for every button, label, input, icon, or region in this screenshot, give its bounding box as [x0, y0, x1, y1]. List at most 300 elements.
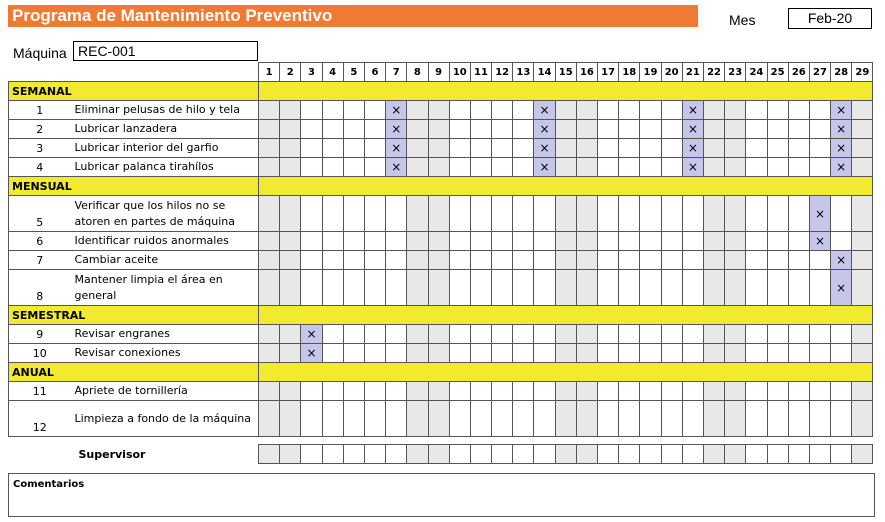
day-cell[interactable]	[576, 251, 597, 270]
day-cell[interactable]	[322, 344, 343, 363]
day-cell[interactable]	[259, 232, 280, 251]
day-cell[interactable]	[725, 344, 746, 363]
day-cell[interactable]	[428, 139, 449, 158]
scheduled-mark[interactable]: ×	[831, 158, 852, 177]
day-cell[interactable]	[767, 251, 788, 270]
day-cell[interactable]	[619, 325, 640, 344]
day-cell[interactable]	[661, 251, 682, 270]
day-cell[interactable]	[343, 120, 364, 139]
day-cell[interactable]	[767, 270, 788, 306]
day-cell[interactable]	[364, 158, 385, 177]
day-cell[interactable]	[322, 139, 343, 158]
day-cell[interactable]	[767, 344, 788, 363]
supervisor-signature-cell[interactable]	[280, 445, 301, 464]
day-cell[interactable]	[640, 382, 661, 401]
day-cell[interactable]	[661, 344, 682, 363]
day-cell[interactable]	[470, 232, 491, 251]
day-cell[interactable]	[386, 344, 407, 363]
day-cell[interactable]	[407, 139, 428, 158]
day-cell[interactable]	[364, 401, 385, 437]
day-cell[interactable]	[470, 401, 491, 437]
day-cell[interactable]	[428, 158, 449, 177]
day-cell[interactable]	[640, 101, 661, 120]
day-cell[interactable]	[492, 232, 513, 251]
day-cell[interactable]	[301, 120, 322, 139]
day-cell[interactable]	[322, 232, 343, 251]
day-cell[interactable]	[598, 270, 619, 306]
day-cell[interactable]	[598, 101, 619, 120]
supervisor-signature-cell[interactable]	[576, 445, 597, 464]
day-cell[interactable]	[534, 270, 555, 306]
day-cell[interactable]	[725, 101, 746, 120]
day-cell[interactable]	[703, 382, 724, 401]
day-cell[interactable]	[640, 232, 661, 251]
day-cell[interactable]	[809, 139, 830, 158]
day-cell[interactable]	[809, 325, 830, 344]
day-cell[interactable]	[809, 158, 830, 177]
day-cell[interactable]	[301, 232, 322, 251]
day-cell[interactable]	[407, 344, 428, 363]
day-cell[interactable]	[364, 382, 385, 401]
day-cell[interactable]	[852, 270, 873, 306]
day-cell[interactable]	[280, 120, 301, 139]
supervisor-signature-cell[interactable]	[788, 445, 809, 464]
day-cell[interactable]	[513, 101, 534, 120]
day-cell[interactable]	[619, 382, 640, 401]
day-cell[interactable]	[809, 344, 830, 363]
day-cell[interactable]	[703, 344, 724, 363]
day-cell[interactable]	[449, 251, 470, 270]
day-cell[interactable]	[852, 344, 873, 363]
day-cell[interactable]	[343, 232, 364, 251]
day-cell[interactable]	[703, 401, 724, 437]
day-cell[interactable]	[598, 251, 619, 270]
day-cell[interactable]	[640, 196, 661, 232]
day-cell[interactable]	[661, 120, 682, 139]
day-cell[interactable]	[640, 325, 661, 344]
day-cell[interactable]	[470, 101, 491, 120]
day-cell[interactable]	[301, 139, 322, 158]
day-cell[interactable]	[259, 251, 280, 270]
day-cell[interactable]	[682, 196, 703, 232]
day-cell[interactable]	[852, 139, 873, 158]
day-cell[interactable]	[343, 270, 364, 306]
supervisor-signature-cell[interactable]	[407, 445, 428, 464]
day-cell[interactable]	[407, 101, 428, 120]
day-cell[interactable]	[322, 270, 343, 306]
day-cell[interactable]	[280, 158, 301, 177]
day-cell[interactable]	[407, 270, 428, 306]
day-cell[interactable]	[280, 344, 301, 363]
day-cell[interactable]	[576, 382, 597, 401]
day-cell[interactable]	[492, 120, 513, 139]
day-cell[interactable]	[555, 139, 576, 158]
supervisor-signature-cell[interactable]	[619, 445, 640, 464]
day-cell[interactable]	[703, 232, 724, 251]
supervisor-signature-cell[interactable]	[449, 445, 470, 464]
supervisor-signature-cell[interactable]	[343, 445, 364, 464]
day-cell[interactable]	[788, 232, 809, 251]
day-cell[interactable]	[640, 270, 661, 306]
day-cell[interactable]	[259, 325, 280, 344]
day-cell[interactable]	[555, 401, 576, 437]
day-cell[interactable]	[640, 401, 661, 437]
day-cell[interactable]	[343, 196, 364, 232]
day-cell[interactable]	[661, 270, 682, 306]
day-cell[interactable]	[703, 196, 724, 232]
day-cell[interactable]	[576, 120, 597, 139]
day-cell[interactable]	[703, 251, 724, 270]
day-cell[interactable]	[598, 382, 619, 401]
day-cell[interactable]	[725, 401, 746, 437]
day-cell[interactable]	[598, 196, 619, 232]
day-cell[interactable]	[343, 344, 364, 363]
day-cell[interactable]	[725, 139, 746, 158]
day-cell[interactable]	[576, 158, 597, 177]
day-cell[interactable]	[492, 139, 513, 158]
day-cell[interactable]	[470, 196, 491, 232]
day-cell[interactable]	[301, 158, 322, 177]
day-cell[interactable]	[725, 232, 746, 251]
day-cell[interactable]	[831, 382, 852, 401]
day-cell[interactable]	[555, 158, 576, 177]
machine-field[interactable]: REC-001	[73, 41, 258, 61]
scheduled-mark[interactable]: ×	[809, 232, 830, 251]
day-cell[interactable]	[619, 344, 640, 363]
supervisor-signature-cell[interactable]	[470, 445, 491, 464]
scheduled-mark[interactable]: ×	[534, 101, 555, 120]
day-cell[interactable]	[428, 196, 449, 232]
day-cell[interactable]	[703, 120, 724, 139]
day-cell[interactable]	[809, 251, 830, 270]
day-cell[interactable]	[322, 382, 343, 401]
day-cell[interactable]	[301, 382, 322, 401]
day-cell[interactable]	[449, 344, 470, 363]
day-cell[interactable]	[364, 232, 385, 251]
scheduled-mark[interactable]: ×	[831, 270, 852, 306]
scheduled-mark[interactable]: ×	[682, 101, 703, 120]
day-cell[interactable]	[513, 344, 534, 363]
day-cell[interactable]	[788, 120, 809, 139]
day-cell[interactable]	[386, 382, 407, 401]
day-cell[interactable]	[470, 120, 491, 139]
supervisor-signature-cell[interactable]	[831, 445, 852, 464]
day-cell[interactable]	[386, 401, 407, 437]
scheduled-mark[interactable]: ×	[682, 139, 703, 158]
day-cell[interactable]	[449, 101, 470, 120]
day-cell[interactable]	[428, 251, 449, 270]
day-cell[interactable]	[407, 232, 428, 251]
day-cell[interactable]	[428, 120, 449, 139]
scheduled-mark[interactable]: ×	[534, 120, 555, 139]
day-cell[interactable]	[301, 251, 322, 270]
day-cell[interactable]	[280, 232, 301, 251]
day-cell[interactable]	[661, 158, 682, 177]
day-cell[interactable]	[725, 325, 746, 344]
day-cell[interactable]	[661, 401, 682, 437]
day-cell[interactable]	[492, 196, 513, 232]
day-cell[interactable]	[343, 251, 364, 270]
day-cell[interactable]	[852, 120, 873, 139]
day-cell[interactable]	[746, 120, 767, 139]
day-cell[interactable]	[767, 232, 788, 251]
day-cell[interactable]	[428, 325, 449, 344]
supervisor-signature-cell[interactable]	[534, 445, 555, 464]
day-cell[interactable]	[301, 101, 322, 120]
day-cell[interactable]	[788, 158, 809, 177]
scheduled-mark[interactable]: ×	[386, 139, 407, 158]
day-cell[interactable]	[555, 251, 576, 270]
day-cell[interactable]	[555, 325, 576, 344]
day-cell[interactable]	[809, 120, 830, 139]
supervisor-signature-cell[interactable]	[259, 445, 280, 464]
day-cell[interactable]	[788, 270, 809, 306]
supervisor-signature-cell[interactable]	[661, 445, 682, 464]
scheduled-mark[interactable]: ×	[831, 139, 852, 158]
day-cell[interactable]	[407, 158, 428, 177]
day-cell[interactable]	[259, 196, 280, 232]
day-cell[interactable]	[470, 139, 491, 158]
day-cell[interactable]	[682, 251, 703, 270]
day-cell[interactable]	[703, 325, 724, 344]
day-cell[interactable]	[492, 251, 513, 270]
day-cell[interactable]	[619, 120, 640, 139]
day-cell[interactable]	[343, 101, 364, 120]
day-cell[interactable]	[788, 382, 809, 401]
day-cell[interactable]	[301, 401, 322, 437]
day-cell[interactable]	[619, 101, 640, 120]
day-cell[interactable]	[725, 382, 746, 401]
day-cell[interactable]	[619, 139, 640, 158]
day-cell[interactable]	[259, 344, 280, 363]
day-cell[interactable]	[788, 139, 809, 158]
day-cell[interactable]	[767, 196, 788, 232]
day-cell[interactable]	[661, 325, 682, 344]
day-cell[interactable]	[513, 120, 534, 139]
day-cell[interactable]	[555, 120, 576, 139]
day-cell[interactable]	[470, 344, 491, 363]
day-cell[interactable]	[364, 196, 385, 232]
day-cell[interactable]	[703, 101, 724, 120]
day-cell[interactable]	[280, 382, 301, 401]
day-cell[interactable]	[725, 196, 746, 232]
day-cell[interactable]	[809, 401, 830, 437]
day-cell[interactable]	[322, 401, 343, 437]
day-cell[interactable]	[407, 325, 428, 344]
scheduled-mark[interactable]: ×	[682, 158, 703, 177]
day-cell[interactable]	[725, 120, 746, 139]
day-cell[interactable]	[831, 344, 852, 363]
day-cell[interactable]	[576, 232, 597, 251]
day-cell[interactable]	[470, 270, 491, 306]
day-cell[interactable]	[619, 196, 640, 232]
day-cell[interactable]	[703, 270, 724, 306]
day-cell[interactable]	[280, 101, 301, 120]
day-cell[interactable]	[576, 101, 597, 120]
supervisor-signature-cell[interactable]	[746, 445, 767, 464]
day-cell[interactable]	[598, 158, 619, 177]
scheduled-mark[interactable]: ×	[831, 101, 852, 120]
day-cell[interactable]	[322, 120, 343, 139]
day-cell[interactable]	[555, 232, 576, 251]
day-cell[interactable]	[364, 120, 385, 139]
day-cell[interactable]	[449, 196, 470, 232]
day-cell[interactable]	[576, 139, 597, 158]
day-cell[interactable]	[280, 196, 301, 232]
supervisor-signature-cell[interactable]	[852, 445, 873, 464]
day-cell[interactable]	[746, 270, 767, 306]
day-cell[interactable]	[852, 401, 873, 437]
day-cell[interactable]	[831, 325, 852, 344]
day-cell[interactable]	[513, 251, 534, 270]
day-cell[interactable]	[280, 251, 301, 270]
day-cell[interactable]	[746, 401, 767, 437]
day-cell[interactable]	[343, 158, 364, 177]
day-cell[interactable]	[746, 325, 767, 344]
day-cell[interactable]	[322, 196, 343, 232]
day-cell[interactable]	[492, 382, 513, 401]
day-cell[interactable]	[725, 251, 746, 270]
day-cell[interactable]	[746, 101, 767, 120]
day-cell[interactable]	[407, 382, 428, 401]
day-cell[interactable]	[640, 120, 661, 139]
day-cell[interactable]	[598, 344, 619, 363]
day-cell[interactable]	[449, 270, 470, 306]
day-cell[interactable]	[852, 101, 873, 120]
day-cell[interactable]	[788, 325, 809, 344]
day-cell[interactable]	[492, 325, 513, 344]
day-cell[interactable]	[343, 401, 364, 437]
day-cell[interactable]	[555, 344, 576, 363]
day-cell[interactable]	[449, 325, 470, 344]
day-cell[interactable]	[725, 158, 746, 177]
supervisor-signature-cell[interactable]	[555, 445, 576, 464]
day-cell[interactable]	[682, 344, 703, 363]
day-cell[interactable]	[280, 270, 301, 306]
day-cell[interactable]	[598, 232, 619, 251]
day-cell[interactable]	[492, 270, 513, 306]
day-cell[interactable]	[852, 158, 873, 177]
day-cell[interactable]	[428, 344, 449, 363]
day-cell[interactable]	[364, 101, 385, 120]
day-cell[interactable]	[386, 232, 407, 251]
day-cell[interactable]	[746, 251, 767, 270]
day-cell[interactable]	[343, 382, 364, 401]
scheduled-mark[interactable]: ×	[534, 139, 555, 158]
day-cell[interactable]	[449, 139, 470, 158]
day-cell[interactable]	[428, 382, 449, 401]
supervisor-signature-cell[interactable]	[809, 445, 830, 464]
day-cell[interactable]	[809, 270, 830, 306]
day-cell[interactable]	[555, 101, 576, 120]
day-cell[interactable]	[259, 401, 280, 437]
day-cell[interactable]	[428, 401, 449, 437]
day-cell[interactable]	[322, 251, 343, 270]
day-cell[interactable]	[852, 232, 873, 251]
day-cell[interactable]	[576, 196, 597, 232]
scheduled-mark[interactable]: ×	[809, 196, 830, 232]
day-cell[interactable]	[513, 382, 534, 401]
day-cell[interactable]	[661, 139, 682, 158]
day-cell[interactable]	[788, 344, 809, 363]
day-cell[interactable]	[682, 325, 703, 344]
day-cell[interactable]	[513, 158, 534, 177]
scheduled-mark[interactable]: ×	[534, 158, 555, 177]
supervisor-signature-cell[interactable]	[598, 445, 619, 464]
day-cell[interactable]	[301, 196, 322, 232]
comments-box[interactable]	[8, 473, 875, 517]
day-cell[interactable]	[492, 158, 513, 177]
day-cell[interactable]	[767, 325, 788, 344]
day-cell[interactable]	[280, 325, 301, 344]
scheduled-mark[interactable]: ×	[386, 101, 407, 120]
day-cell[interactable]	[576, 401, 597, 437]
day-cell[interactable]	[470, 158, 491, 177]
day-cell[interactable]	[364, 139, 385, 158]
day-cell[interactable]	[322, 101, 343, 120]
day-cell[interactable]	[598, 139, 619, 158]
day-cell[interactable]	[661, 232, 682, 251]
day-cell[interactable]	[746, 344, 767, 363]
day-cell[interactable]	[682, 382, 703, 401]
supervisor-signature-cell[interactable]	[428, 445, 449, 464]
day-cell[interactable]	[746, 139, 767, 158]
day-cell[interactable]	[386, 251, 407, 270]
day-cell[interactable]	[513, 196, 534, 232]
supervisor-signature-cell[interactable]	[492, 445, 513, 464]
day-cell[interactable]	[534, 401, 555, 437]
supervisor-signature-cell[interactable]	[301, 445, 322, 464]
supervisor-signature-cell[interactable]	[682, 445, 703, 464]
day-cell[interactable]	[661, 196, 682, 232]
day-cell[interactable]	[640, 251, 661, 270]
day-cell[interactable]	[322, 325, 343, 344]
supervisor-signature-cell[interactable]	[386, 445, 407, 464]
day-cell[interactable]	[788, 101, 809, 120]
day-cell[interactable]	[682, 232, 703, 251]
scheduled-mark[interactable]: ×	[301, 325, 322, 344]
day-cell[interactable]	[534, 196, 555, 232]
supervisor-signature-cell[interactable]	[513, 445, 534, 464]
day-cell[interactable]	[576, 270, 597, 306]
day-cell[interactable]	[259, 270, 280, 306]
day-cell[interactable]	[725, 270, 746, 306]
day-cell[interactable]	[619, 158, 640, 177]
day-cell[interactable]	[640, 344, 661, 363]
day-cell[interactable]	[534, 382, 555, 401]
day-cell[interactable]	[386, 270, 407, 306]
day-cell[interactable]	[831, 232, 852, 251]
day-cell[interactable]	[682, 401, 703, 437]
day-cell[interactable]	[746, 382, 767, 401]
day-cell[interactable]	[534, 251, 555, 270]
supervisor-signature-cell[interactable]	[703, 445, 724, 464]
day-cell[interactable]	[449, 158, 470, 177]
day-cell[interactable]	[407, 251, 428, 270]
scheduled-mark[interactable]: ×	[682, 120, 703, 139]
day-cell[interactable]	[682, 270, 703, 306]
scheduled-mark[interactable]: ×	[301, 344, 322, 363]
day-cell[interactable]	[407, 120, 428, 139]
day-cell[interactable]	[809, 101, 830, 120]
day-cell[interactable]	[280, 401, 301, 437]
day-cell[interactable]	[788, 251, 809, 270]
day-cell[interactable]	[703, 139, 724, 158]
day-cell[interactable]	[534, 325, 555, 344]
supervisor-signature-cell[interactable]	[725, 445, 746, 464]
day-cell[interactable]	[619, 401, 640, 437]
scheduled-mark[interactable]: ×	[831, 120, 852, 139]
